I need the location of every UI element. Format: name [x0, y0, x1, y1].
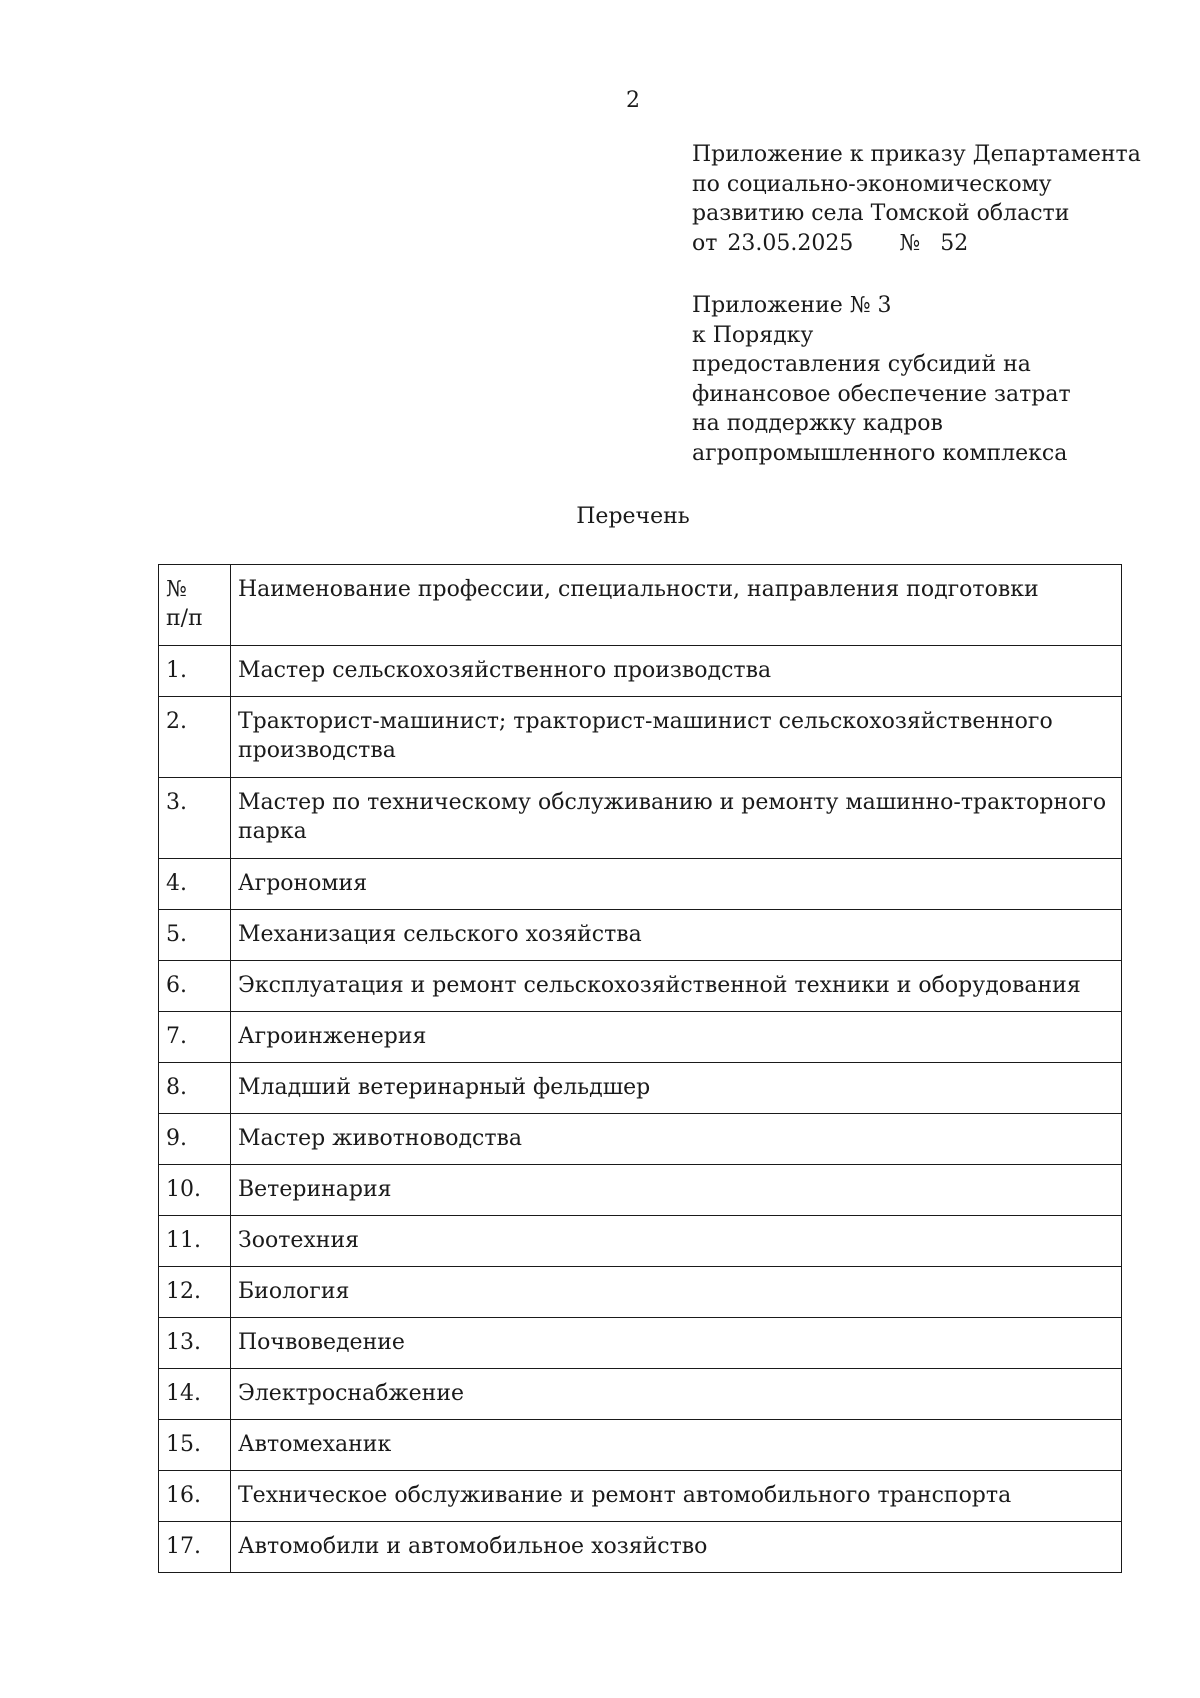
row-name: Мастер животноводства [231, 1114, 1122, 1165]
row-number: 17. [159, 1522, 231, 1573]
table-row [159, 1165, 1122, 1216]
row-name: Мастер по техническому обслуживанию и ремонту машинно-тракторного парка [231, 778, 1122, 859]
row-name: Ветеринария [231, 1165, 1122, 1216]
order-date-line [692, 229, 1141, 259]
procedure-appendix-line: финансовое обеспечение затрат [692, 381, 1071, 407]
row-number: 16. [159, 1471, 231, 1522]
row-name: Биология [231, 1267, 1122, 1318]
order-appendix-line: развитию села Томской области [692, 201, 1070, 226]
row-name: Мастер сельскохозяйственного производства [231, 646, 1122, 697]
procedure-appendix-line: на поддержку кадров [692, 411, 943, 436]
procedure-appendix-block [692, 291, 1071, 468]
order-appendix-block [692, 140, 1141, 258]
row-name: Автомеханик [231, 1420, 1122, 1471]
table-row [159, 697, 1122, 778]
row-number: 6. [159, 961, 231, 1012]
table-row [159, 1420, 1122, 1471]
row-number: 11. [159, 1216, 231, 1267]
procedure-appendix-line: Приложение № 3 [692, 293, 892, 318]
header-number-line: № [166, 577, 187, 602]
row-name: Зоотехния [231, 1216, 1122, 1267]
row-name: Агрономия [231, 859, 1122, 910]
row-name: Техническое обслуживание и ремонт автомобильного транспорта [231, 1471, 1122, 1522]
procedure-appendix-line: предоставления субсидий на [692, 352, 1031, 377]
row-name: Младший ветеринарный фельдшер [231, 1063, 1122, 1114]
order-date: 23.05.2025 [727, 230, 854, 256]
table-row [159, 1114, 1122, 1165]
row-name: Электроснабжение [231, 1369, 1122, 1420]
table-row [159, 646, 1122, 697]
table-row [159, 1318, 1122, 1369]
table-row [159, 910, 1122, 961]
table-row [159, 1267, 1122, 1318]
table-row [159, 778, 1122, 859]
row-number: 3. [159, 778, 231, 859]
row-name: Механизация сельского хозяйства [231, 910, 1122, 961]
table-row [159, 1471, 1122, 1522]
row-number: 5. [159, 910, 231, 961]
table-row [159, 1012, 1122, 1063]
table-row [159, 1216, 1122, 1267]
row-name: Тракторист-машинист; тракторист-машинист сельскохозяйственного производства [231, 697, 1122, 778]
row-number: 8. [159, 1063, 231, 1114]
professions-table [158, 564, 1122, 1573]
row-number: 13. [159, 1318, 231, 1369]
page-number: 2 [626, 88, 640, 113]
row-number: 4. [159, 859, 231, 910]
header-number-cell [159, 565, 231, 646]
order-appendix-line: Приложение к приказу Департамента [692, 142, 1141, 167]
row-name: Автомобили и автомобильное хозяйство [231, 1522, 1122, 1573]
row-name: Эксплуатация и ремонт сельскохозяйственной техники и оборудования [231, 961, 1122, 1012]
row-name: Почвоведение [231, 1318, 1122, 1369]
row-number: 10. [159, 1165, 231, 1216]
header-number-line: п/п [166, 606, 203, 631]
row-number: 7. [159, 1012, 231, 1063]
row-number: 9. [159, 1114, 231, 1165]
table-row [159, 1369, 1122, 1420]
row-number: 1. [159, 646, 231, 697]
order-number: 52 [940, 230, 969, 256]
table-header-row [159, 565, 1122, 646]
procedure-appendix-line: агропромышленного комплекса [692, 440, 1068, 466]
row-number: 12. [159, 1267, 231, 1318]
list-title: Перечень [576, 504, 690, 529]
table-row [159, 961, 1122, 1012]
row-name: Агроинженерия [231, 1012, 1122, 1063]
order-date-prefix: от [692, 230, 718, 256]
table-row [159, 859, 1122, 910]
order-number-sign: № [899, 230, 921, 256]
table-row [159, 1522, 1122, 1573]
row-number: 2. [159, 697, 231, 778]
row-number: 15. [159, 1420, 231, 1471]
procedure-appendix-line: к Порядку [692, 322, 814, 348]
row-number: 14. [159, 1369, 231, 1420]
table-row [159, 1063, 1122, 1114]
order-appendix-line: по социально-экономическому [692, 171, 1052, 197]
header-name-cell: Наименование профессии, специальности, направления подготовки [231, 565, 1122, 646]
